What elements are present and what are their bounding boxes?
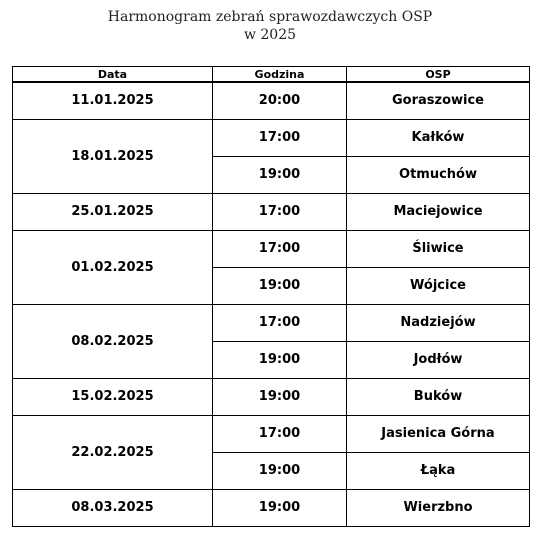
osp-cell: Śliwice [347, 230, 530, 267]
date-cell: 08.03.2025 [13, 489, 213, 526]
schedule-table [12, 66, 530, 527]
osp-cell: Jasienica Górna [347, 415, 530, 452]
osp-cell: Łąka [347, 452, 530, 489]
document-title [0, 8, 540, 44]
osp-cell: Wierzbno [347, 489, 530, 526]
date-cell: 22.02.2025 [13, 415, 213, 489]
time-cell: 19:00 [213, 341, 347, 378]
time-cell: 19:00 [213, 267, 347, 304]
date-cell: 11.01.2025 [13, 82, 213, 119]
table-row [13, 82, 530, 119]
osp-cell: Maciejowice [347, 193, 530, 230]
time-cell: 19:00 [213, 452, 347, 489]
table-row [13, 304, 530, 341]
header-row [13, 67, 530, 83]
osp-cell: Nadziejów [347, 304, 530, 341]
time-cell: 20:00 [213, 82, 347, 119]
date-cell: 08.02.2025 [13, 304, 213, 378]
osp-cell: Buków [347, 378, 530, 415]
time-cell: 17:00 [213, 230, 347, 267]
osp-cell: Kałków [347, 119, 530, 156]
time-cell: 19:00 [213, 489, 347, 526]
header-date: Data [13, 67, 213, 83]
title-line-1: Harmonogram zebrań sprawozdawczych OSP [107, 9, 433, 25]
time-cell: 17:00 [213, 304, 347, 341]
date-cell: 15.02.2025 [13, 378, 213, 415]
table-row [13, 193, 530, 230]
osp-cell: Otmuchów [347, 156, 530, 193]
title-line-2: w 2025 [243, 27, 297, 43]
header-time: Godzina [213, 67, 347, 83]
table-row [13, 230, 530, 267]
osp-cell: Wójcice [347, 267, 530, 304]
time-cell: 19:00 [213, 378, 347, 415]
time-cell: 19:00 [213, 156, 347, 193]
header-osp: OSP [347, 67, 530, 83]
date-cell: 25.01.2025 [13, 193, 213, 230]
table-row [13, 489, 530, 526]
table-row [13, 119, 530, 156]
table-row [13, 415, 530, 452]
osp-cell: Goraszowice [347, 82, 530, 119]
time-cell: 17:00 [213, 415, 347, 452]
time-cell: 17:00 [213, 193, 347, 230]
date-cell: 01.02.2025 [13, 230, 213, 304]
schedule-body [13, 82, 530, 526]
time-cell: 17:00 [213, 119, 347, 156]
date-cell: 18.01.2025 [13, 119, 213, 193]
table-row [13, 378, 530, 415]
osp-cell: Jodłów [347, 341, 530, 378]
